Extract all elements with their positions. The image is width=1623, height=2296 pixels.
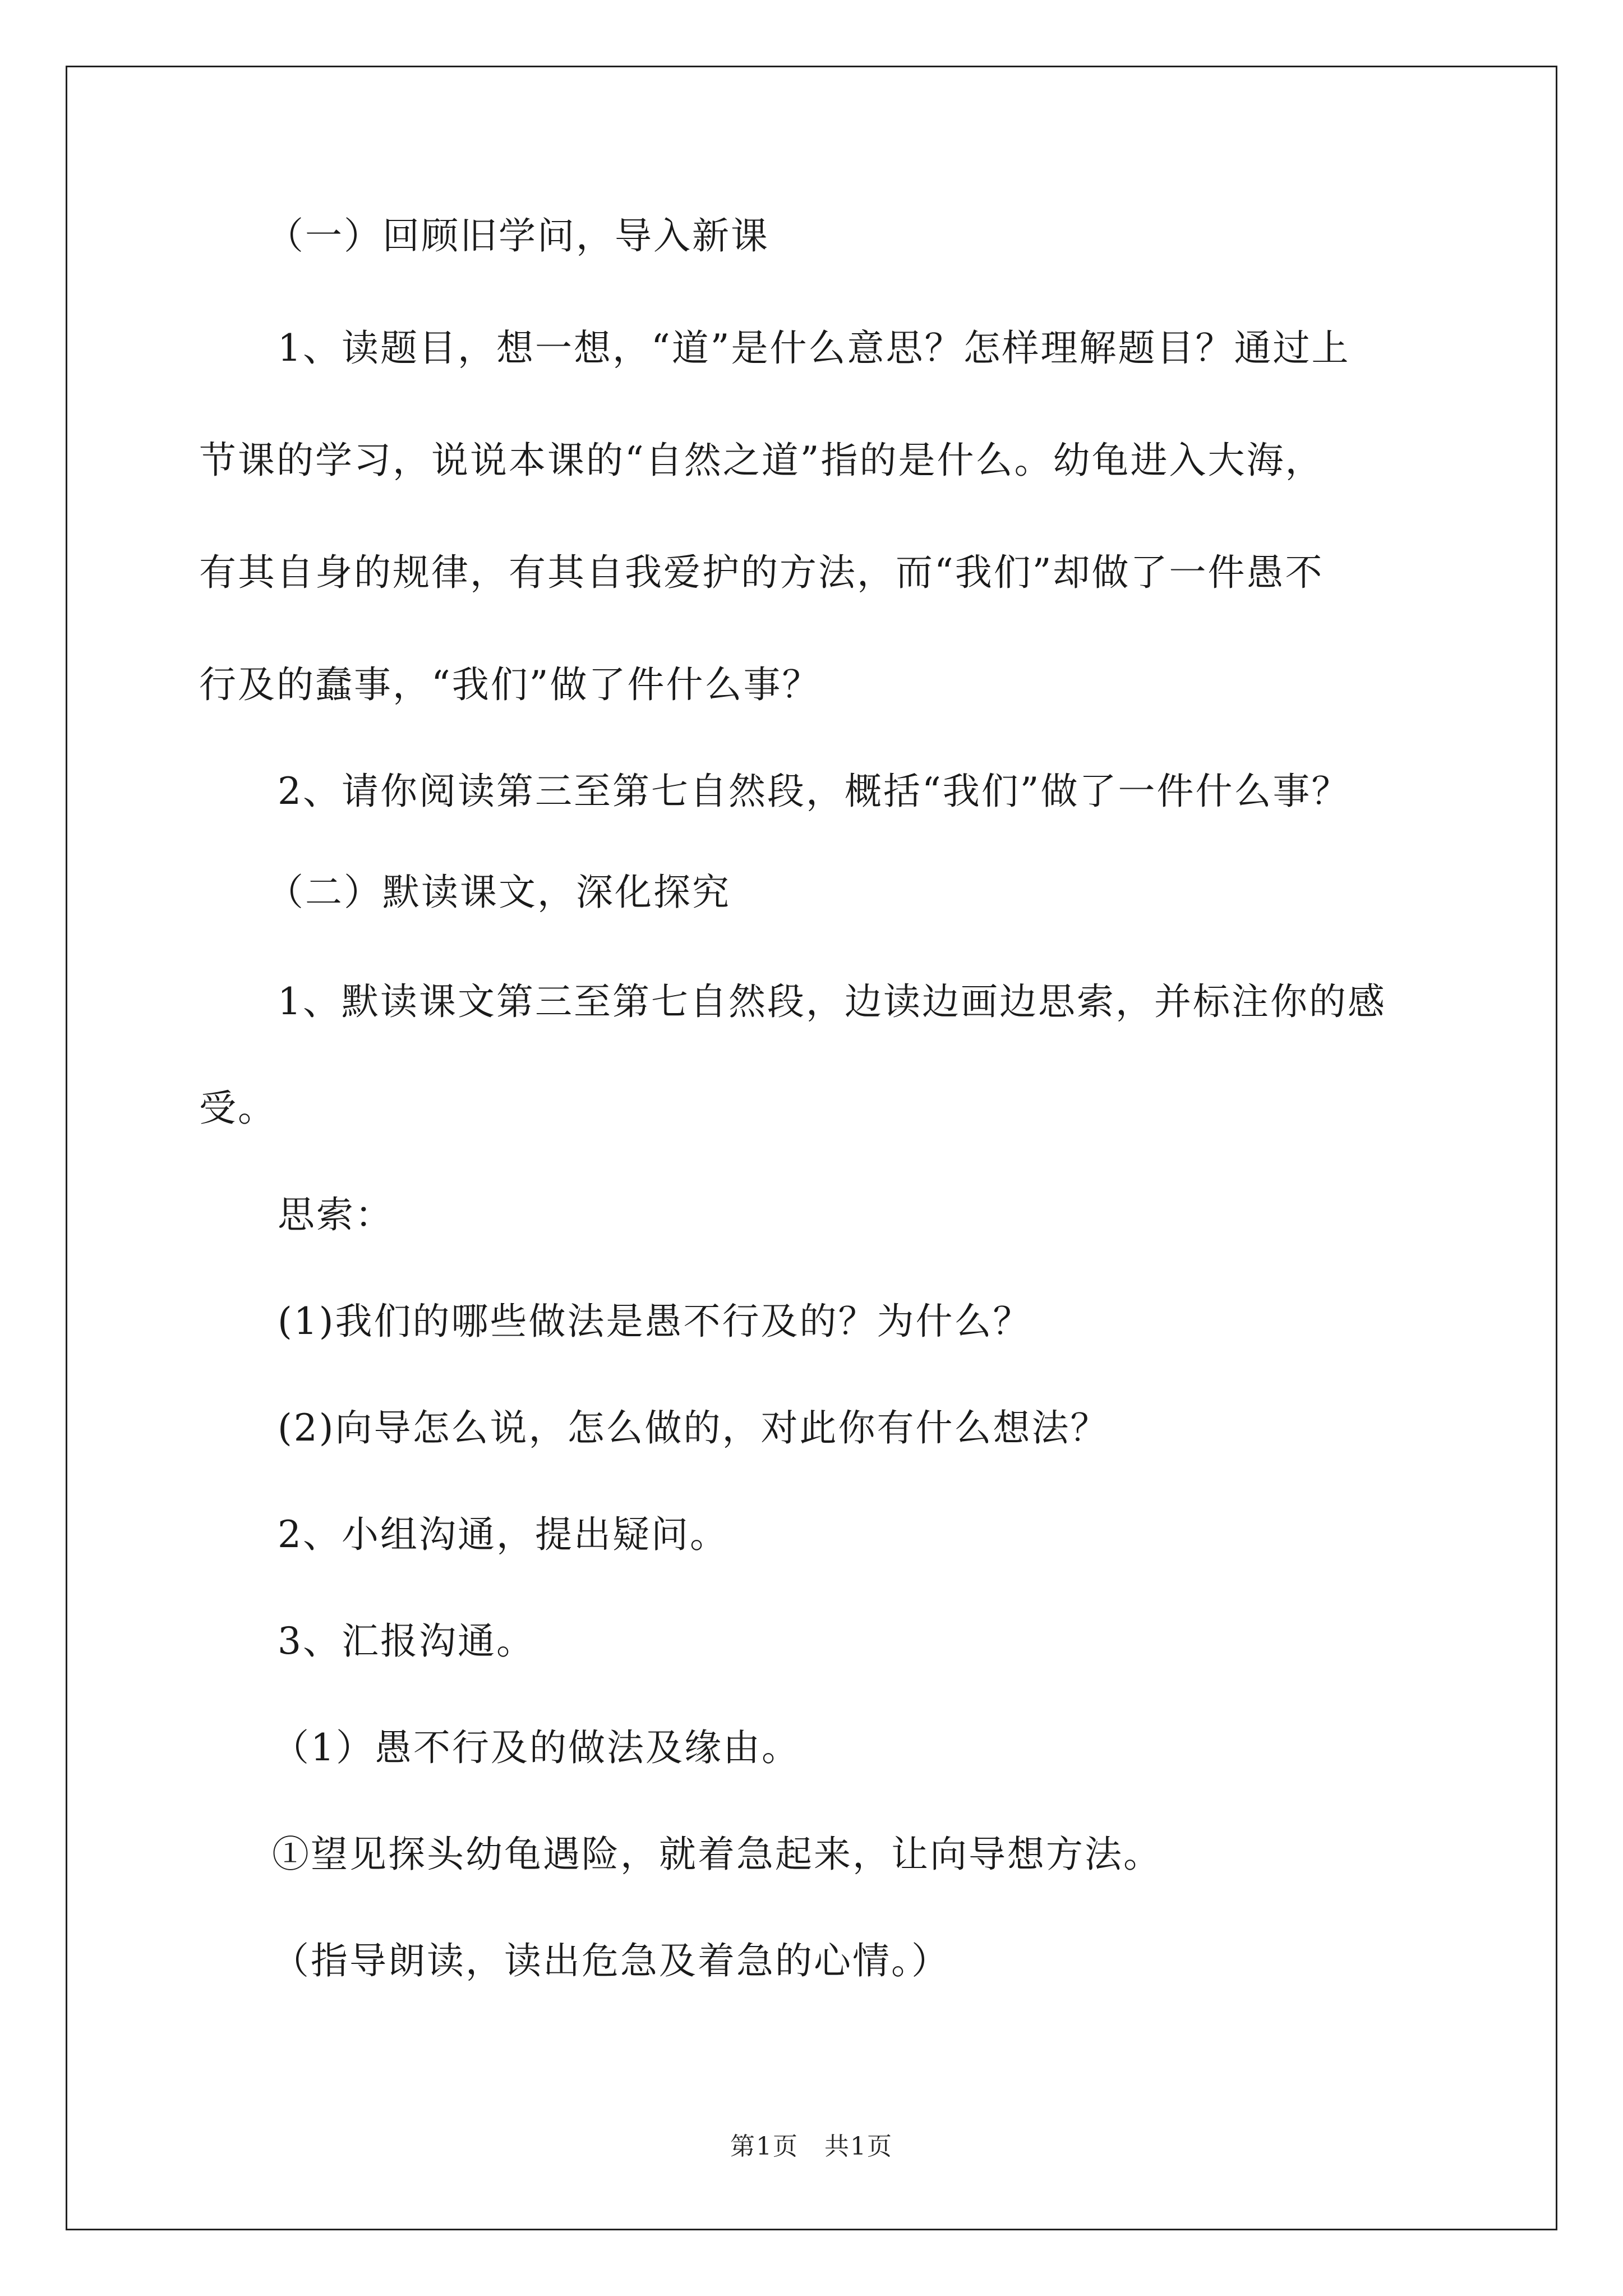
paragraph-line: 行及的蠢事，“我们”做了件什么事？: [199, 663, 821, 706]
paragraph-line: （指导朗读，读出危急及着急的心情。）: [272, 1939, 950, 1982]
list-item: ①望见探头幼龟遇险，就着急起来，让向导想方法。: [272, 1833, 1162, 1876]
paragraph-line: 2、小组沟通，提出疑问。: [278, 1513, 728, 1556]
paragraph-line: 2、请你阅读第三至第七自然段，概括“我们”做了一件什么事？: [278, 770, 1350, 813]
list-item: (1)我们的哪些做法是愚不行及的？为什么？: [278, 1300, 1032, 1343]
paragraph-line: 思索：: [278, 1193, 394, 1236]
list-item: (2)向导怎么说，怎么做的，对此你有什么想法？: [278, 1406, 1109, 1450]
paragraph-line: 有其自身的规律，有其自我爱护的方法，而“我们”却做了一件愚不: [199, 551, 1324, 594]
paragraph-line: 1、读题目，想一想，“道”是什么意思？怎样理解题目？通过上: [278, 326, 1350, 370]
section-heading-1: （一）回顾旧学问，导入新课: [266, 214, 769, 257]
paragraph-line: 节课的学习，说说本课的“自然之道”指的是什么。幼龟进入大海，: [199, 439, 1324, 482]
page-border: [66, 66, 1557, 2230]
paragraph-line: 受。: [199, 1087, 276, 1130]
section-heading-2: （二）默读课文，深化探究: [266, 871, 731, 914]
paragraph-line: 3、汇报沟通。: [278, 1619, 535, 1663]
list-item: （1）愚不行及的做法及缘由。: [272, 1726, 800, 1769]
page-footer: 第1页 共1页: [730, 2132, 893, 2161]
paragraph-line: 1、默读课文第三至第七自然段，边读边画边思索，并标注你的感: [278, 980, 1386, 1023]
